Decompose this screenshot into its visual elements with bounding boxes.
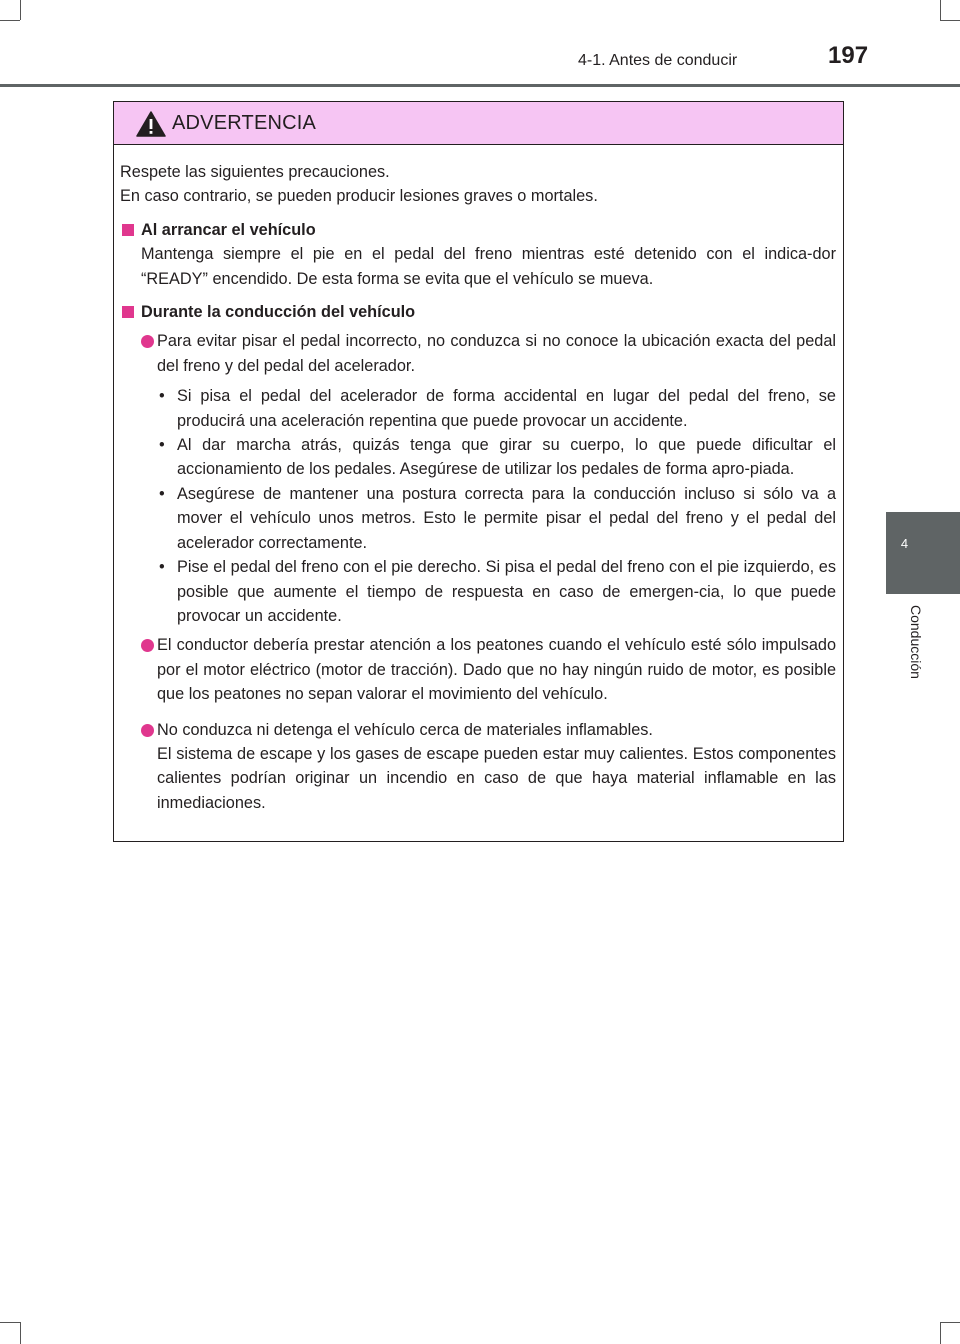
- sub-item-text: Asegúrese de mantener una postura correcta para la conducción incluso si sólo va a mover el vehículo unos metros. Esto le permite pisar el pedal del freno y el pedal del acelerador correctamente.: [177, 484, 836, 552]
- chapter-tab: [886, 512, 960, 594]
- circle-bullet-icon: [141, 335, 154, 348]
- square-bullet-icon: [122, 306, 134, 318]
- section-driving: [120, 300, 836, 815]
- sub-list-item: [157, 433, 836, 482]
- bullet-item: [120, 329, 836, 378]
- chapter-label: Conducción: [908, 605, 924, 679]
- section-heading-text: Durante la conducción del vehículo: [141, 303, 416, 322]
- sub-list-item: [157, 384, 836, 433]
- header-rule: [0, 84, 960, 87]
- section-starting: [120, 218, 836, 291]
- section-heading: [120, 300, 836, 324]
- bullet-text: No conduzca ni detenga el vehículo cerca de materiales inflamables.: [157, 720, 653, 739]
- crop-mark: [940, 1322, 941, 1344]
- circle-bullet-icon: [141, 724, 154, 737]
- dot-marker-icon: •: [159, 484, 165, 503]
- crop-mark: [940, 0, 941, 20]
- chapter-number: 4: [900, 536, 909, 551]
- intro-line: En caso contrario, se pueden producir lesiones graves o mortales.: [120, 187, 598, 206]
- warning-box: [113, 101, 844, 842]
- crop-mark: [0, 20, 20, 21]
- warning-title: ADVERTENCIA: [172, 112, 317, 134]
- crop-mark: [0, 1322, 20, 1323]
- crop-mark: [20, 1322, 21, 1344]
- sub-list-item: [157, 555, 836, 628]
- sub-list: [120, 384, 836, 628]
- crop-mark: [940, 1322, 960, 1323]
- bullet-text: El sistema de escape y los gases de escape pueden estar muy calientes. Estos componentes calientes podrían originar un incendio en caso de que haya material inflamable en las inmediaciones.: [157, 744, 836, 812]
- bullet-item: [120, 718, 836, 816]
- dot-marker-icon: •: [159, 436, 165, 455]
- intro-line: Respete las siguientes precauciones.: [120, 163, 390, 181]
- circle-bullet-icon: [141, 639, 154, 652]
- bullet-item: [120, 633, 836, 706]
- crop-mark: [940, 20, 960, 21]
- warning-intro: [120, 160, 836, 209]
- sub-item-text: Si pisa el pedal del acelerador de forma accidental en lugar del pedal del freno, se producirá una aceleración repentina que puede provocar un accidente.: [177, 387, 836, 430]
- bullet-text: El conductor debería prestar atención a los peatones cuando el vehículo esté sólo impulsado por el motor eléctrico (motor de tracción). Dado que no hay ningún ruido de motor, es posible que los peatones no sepan valorar el movimiento del vehículo.: [157, 636, 836, 704]
- section-text: Mantenga siempre el pie en el pedal del freno mientras esté detenido con el indica-dor “READY” encendido. De esta forma se evita que el vehículo se mueva.: [141, 245, 836, 288]
- page-number: 197: [828, 42, 869, 69]
- warning-header: [114, 102, 843, 145]
- dot-marker-icon: •: [159, 387, 165, 406]
- square-bullet-icon: [122, 224, 134, 236]
- warning-triangle-icon: [136, 111, 166, 137]
- sub-item-text: Pise el pedal del freno con el pie derecho. Si pisa el pedal del freno con el pie izquierdo, es posible que aumente el tiempo de respuesta en caso de emergen-cia, lo que puede provocar un accidente.: [177, 558, 836, 625]
- sub-item-text: Al dar marcha atrás, quizás tenga que girar su cuerpo, lo que puede dificultar el accionamiento de los pedales. Asegúrese de utilizar los pedales de forma apro-piada.: [177, 436, 836, 479]
- crop-mark: [20, 0, 21, 20]
- section-heading-text: Al arrancar el vehículo: [141, 220, 316, 239]
- warning-body: [114, 145, 843, 815]
- section-title: 4-1. Antes de conducir: [578, 52, 738, 69]
- bullet-text: Para evitar pisar el pedal incorrecto, no conduzca si no conoce la ubicación exacta del pedal del freno y del pedal del acelerador.: [157, 332, 836, 375]
- sub-list-item: [157, 482, 836, 555]
- dot-marker-icon: •: [159, 558, 165, 577]
- section-heading: [120, 218, 836, 242]
